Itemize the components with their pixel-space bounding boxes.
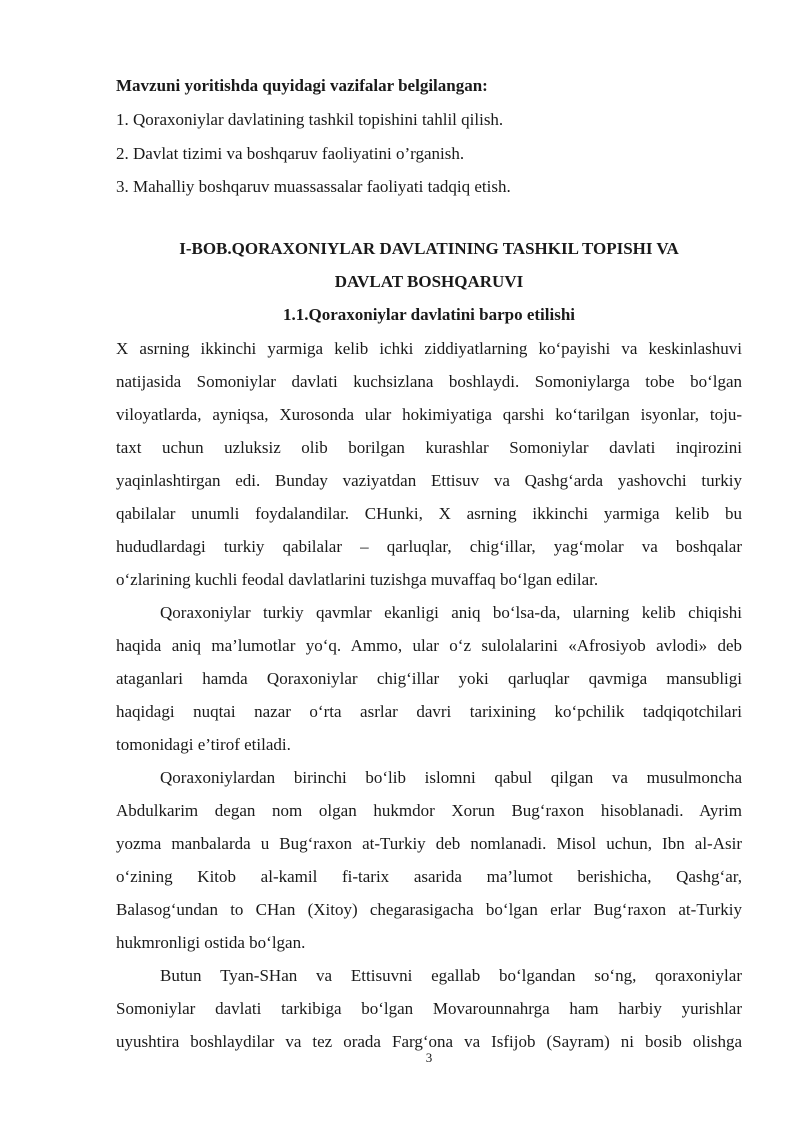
body-line: Balasog‘undan to CHan (Xitoy) chegarasigacha bo‘lgan erlar Bug‘raxon at-Turkiy [116, 900, 742, 919]
page-number: 3 [425, 1050, 433, 1065]
chapter-title-line-2: DAVLAT BOSHQARUVI [334, 272, 524, 291]
body-line: yozma manbalarda u Bug‘raxon at-Turkiy deb nomlanadi. Misol uchun, Ibn al-Asir [116, 834, 742, 853]
body-line: o‘zining Kitob al-kamil fi-tarix asarida ma’lumot berishicha, Qashg‘ar, [116, 867, 742, 886]
body-line: Qoraxoniylardan birinchi bo‘lib islomni qabul qilgan va musulmoncha [160, 768, 742, 787]
body-line: natijasida Somoniylar davlati kuchsizlana boshlaydi. Somoniylarga tobe bo‘lgan [116, 372, 742, 391]
body-line: Qoraxoniylar turkiy qavmlar ekanligi aniq bo‘lsa-da, ularning kelib chiqishi [160, 603, 742, 622]
body-line: ataganlari hamda Qoraxoniylar chig‘illar yoki qarluqlar qavmiga mansubligi [116, 669, 742, 688]
body-line: Butun Tyan-SHan va Ettisuvni egallab bo‘lgandan so‘ng, qoraxoniylar [160, 966, 742, 985]
body-line: qabilalar unumli foydalandilar. CHunki, X asrning ikkinchi yarmiga kelib bu [116, 504, 742, 523]
body-line: taxt uchun uzluksiz olib borilgan kurashlar Somoniylar davlati inqirozini [116, 438, 742, 457]
body-line: Abdulkarim degan nom olgan hukmdor Xorun Bug‘raxon hisoblanadi. Ayrim [116, 801, 742, 820]
task-item: 1. Qoraxoniylar davlatining tashkil topishini tahlil qilish. [116, 110, 504, 129]
body-line: haqida aniq ma’lumotlar yo‘q. Ammo, ular o‘z sulolalarini «Afrosiyob avlodi» deb [116, 636, 742, 655]
tasks-heading: Mavzuni yoritishda quyidagi vazifalar belgilangan: [116, 76, 488, 95]
body-line: yaqinlashtirgan edi. Bunday vaziyatdan Ettisuv va Qashg‘arda yashovchi turkiy [116, 471, 742, 490]
body-line: hududlardagi turkiy qabilalar – qarluqlar, chig‘illar, yag‘molar va boshqalar [116, 537, 742, 556]
body-line: hukmronligi ostida bo‘lgan. [116, 933, 306, 952]
body-line: o‘zlarining kuchli feodal davlatlarini tuzishga muvaffaq bo‘lgan edilar. [116, 570, 599, 589]
body-line: viloyatlarda, ayniqsa, Xurosonda ular hokimiyatiga qarshi ko‘tarilgan isyonlar, toju- [116, 405, 742, 424]
body-line: haqidagi nuqtai nazar o‘rta asrlar davri tarixining ko‘pchilik tadqiqotchilari [116, 702, 742, 721]
body-line: uyushtira boshlaydilar va tez orada Farg‘ona va Isfijob (Sayram) ni bosib olishga [116, 1032, 742, 1051]
body-line: tomonidagi e’tirof etiladi. [116, 735, 291, 754]
task-item: 3. Mahalliy boshqaruv muassassalar faoliyati tadqiq etish. [116, 177, 511, 196]
body-line: X asrning ikkinchi yarmiga kelib ichki ziddiyatlarning ko‘payishi va keskinlashuvi [116, 339, 742, 358]
body-line: Somoniylar davlati tarkibiga bo‘lgan Movarounnahrga ham harbiy yurishlar [116, 999, 742, 1018]
section-title: 1.1.Qoraxoniylar davlatini barpo etilishi [282, 305, 576, 324]
task-item: 2. Davlat tizimi va boshqaruv faoliyatini o’rganish. [116, 144, 465, 163]
chapter-title-line-1: I-BOB.QORAXONIYLAR DAVLATINING TASHKIL TOPISHI VA [179, 239, 679, 258]
